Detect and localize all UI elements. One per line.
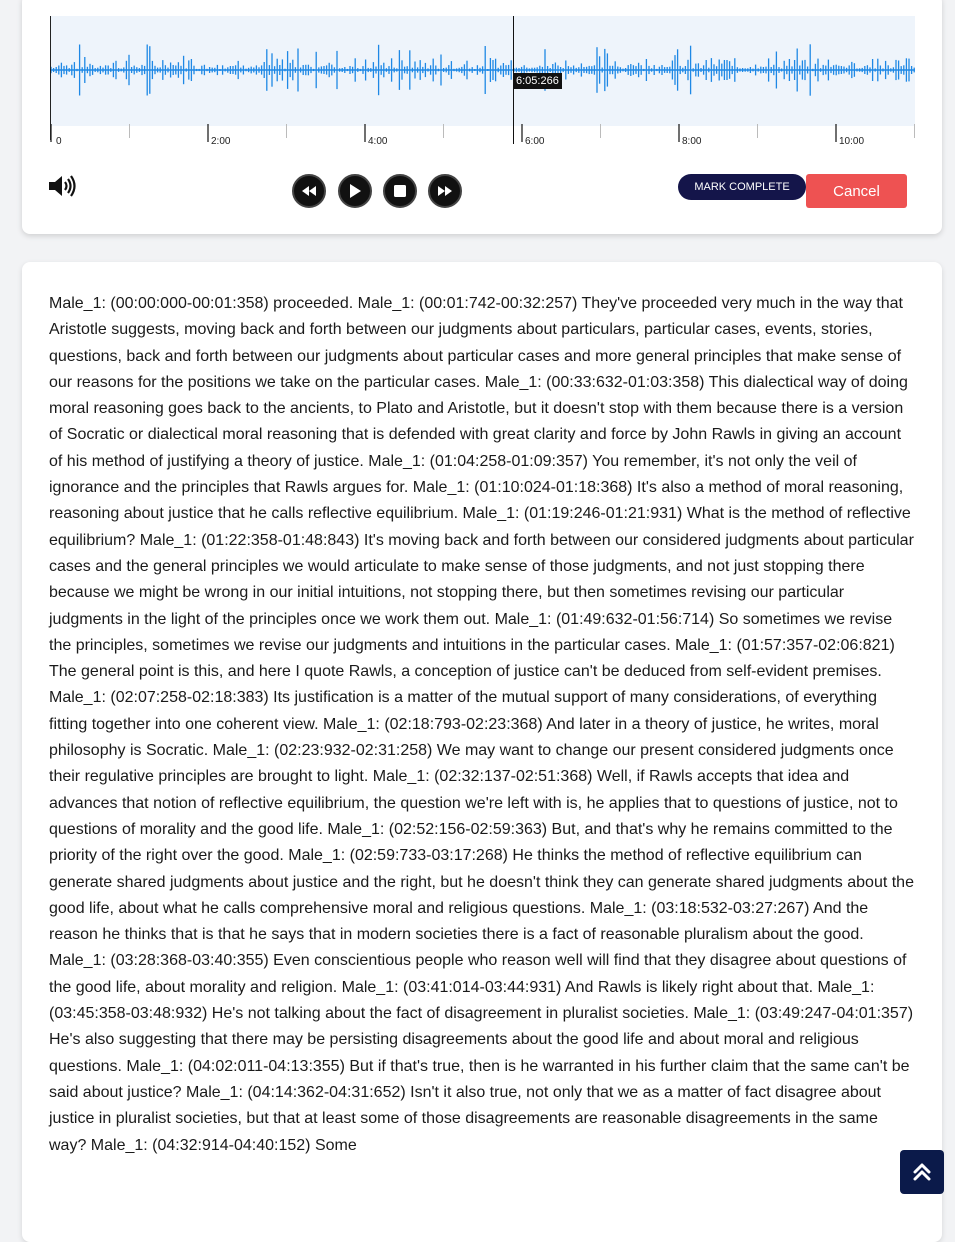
rewind-button[interactable] bbox=[292, 174, 326, 208]
timeline-label: 2:00 bbox=[211, 136, 231, 147]
playhead-time-label: 6:05:266 bbox=[513, 73, 562, 89]
timeline-label: 0 bbox=[56, 136, 62, 147]
timeline-ruler[interactable] bbox=[50, 124, 920, 154]
timeline-label: 6:00 bbox=[525, 136, 545, 147]
mark-complete-button[interactable]: MARK COMPLETE bbox=[678, 174, 806, 200]
fast-forward-icon bbox=[437, 185, 453, 197]
rewind-icon bbox=[301, 185, 317, 197]
timeline-label: 10:00 bbox=[839, 136, 865, 147]
timeline-label: 4:00 bbox=[368, 136, 388, 147]
waveform-svg bbox=[50, 16, 915, 126]
stop-icon bbox=[393, 184, 407, 198]
transcript-card bbox=[22, 262, 942, 1242]
scroll-to-top-button[interactable] bbox=[900, 1150, 944, 1194]
fast-forward-button[interactable] bbox=[428, 174, 462, 208]
cancel-button[interactable]: Cancel bbox=[806, 174, 907, 208]
timeline-ticks bbox=[50, 124, 920, 154]
timeline-label: 8:00 bbox=[682, 136, 702, 147]
waveform-start-line bbox=[50, 16, 51, 140]
volume-icon[interactable] bbox=[48, 174, 78, 198]
double-chevron-up-icon bbox=[911, 1161, 933, 1183]
transcript-text[interactable]: Male_1: (00:00:000-00:01:358) proceeded. Male_1: (00:01:742-00:32:257) They've proceeded very much in the way that Aristotle suggests, moving back and forth between our judgments about particulars, particular cases, events, stories, questions, back and forth between our judgments about particular cases and more general principles that make sense of our reasons for the positions we take on the particular cases. Male_1: (00:33:632-01:03:358) This dialectical way of doing moral reasoning goes back to the ancients, to Plato and Aristotle, but it doesn't stop with them because there is a version of Socratic or dialectical moral reasoning that is defended with great clarity and force by John Rawls in giving an account of his method of justifying a theory of justice. Male_1: (01:04:258-01:09:357) You remember, it's not only the veil of ignorance and the principles that Rawls argues for. Male_1: (01:10:024-01:18:368) It's also a method of moral reasoning, reasoning about justice that he calls reflective equilibrium. Male_1: (01:19:246-01:21:931) What is the method of reflective equilibrium? Male_1: (01:22:358-01:48:843) It's moving back and forth between our considered judgments about particular cases and the general principles we would articulate to make sense of those judgments, and not just stopping there because we might be wrong in our initial intuitions, not stopping there, but then sometimes revising our particular judgments in the light of the principles once we work them out. Male_1: (01:49:632-01:56:714) So sometimes we revise the principles, sometimes we revise our judgments and intuitions in the particular cases. Male_1: (01:57:357-02:06:821) The general point is this, and here I quote Rawls, a conception of justice can't be deduced from self-evident premises. Male_1: (02:07:258-02:18:383) Its justification is a matter of the mutual support of many considerations, of everything fitting together into one coherent view. Male_1: (02:18:793-02:23:368) And later in a theory of justice, he writes, moral philosophy is Socratic. Male_1: (02:23:932-02:31:258) We may want to change our present considered judgments once their regulative principles are brought to light. Male_1: (02:32:137-02:51:368) Well, if Rawls accepts that idea and advances that notion of reflective equilibrium, the question we're left with is, he applies that to questions of justice, not to questions of morality and the good life. Male_1: (02:52:156-02:59:363) But, and that's why he remains committed to the priority of the right over the good. Male_1: (02:59:733-03:17:268) He thinks the method of reflective equilibrium can generate shared judgments about justice and the right, but he doesn't think they can generate shared judgments about the good life, about what he calls comprehensive moral and religious questions. Male_1: (03:18:532-03:27:267) And the reason he thinks that is that he says that in modern societies there is a fact of reasonable pluralism about the good. Male_1: (03:28:368-03:40:355) Even conscientious people who reason well will find that they disagree about questions of the good life, about morality and religion. Male_1: (03:41:014-03:44:931) And Rawls is likely right about that. Male_1: (03:45:358-03:48:932) He's not talking about the fact of disagreement in pluralist societies. Male_1: (03:49:247-04:01:357) He's also suggesting that there may be persisting disagreements about the good life and about moral and religious questions. Male_1: (04:02:011-04:13:355) But if that's true, then is he warranted in his further claim that the same can't be said about justice? Male_1: (04:14:362-04:31:652) Isn't it also true, not only that we as a matter of fact disagree about justice in pluralist societies, but that at least some of those disagreements are reasonable disagreements in the same way? Male_1: (04:32:914-04:40:152) Some bbox=[49, 295, 914, 1154]
waveform[interactable] bbox=[50, 16, 915, 126]
audio-player-card bbox=[22, 0, 942, 234]
play-button[interactable] bbox=[338, 174, 372, 208]
stop-button[interactable] bbox=[383, 174, 417, 208]
play-icon bbox=[348, 183, 362, 199]
